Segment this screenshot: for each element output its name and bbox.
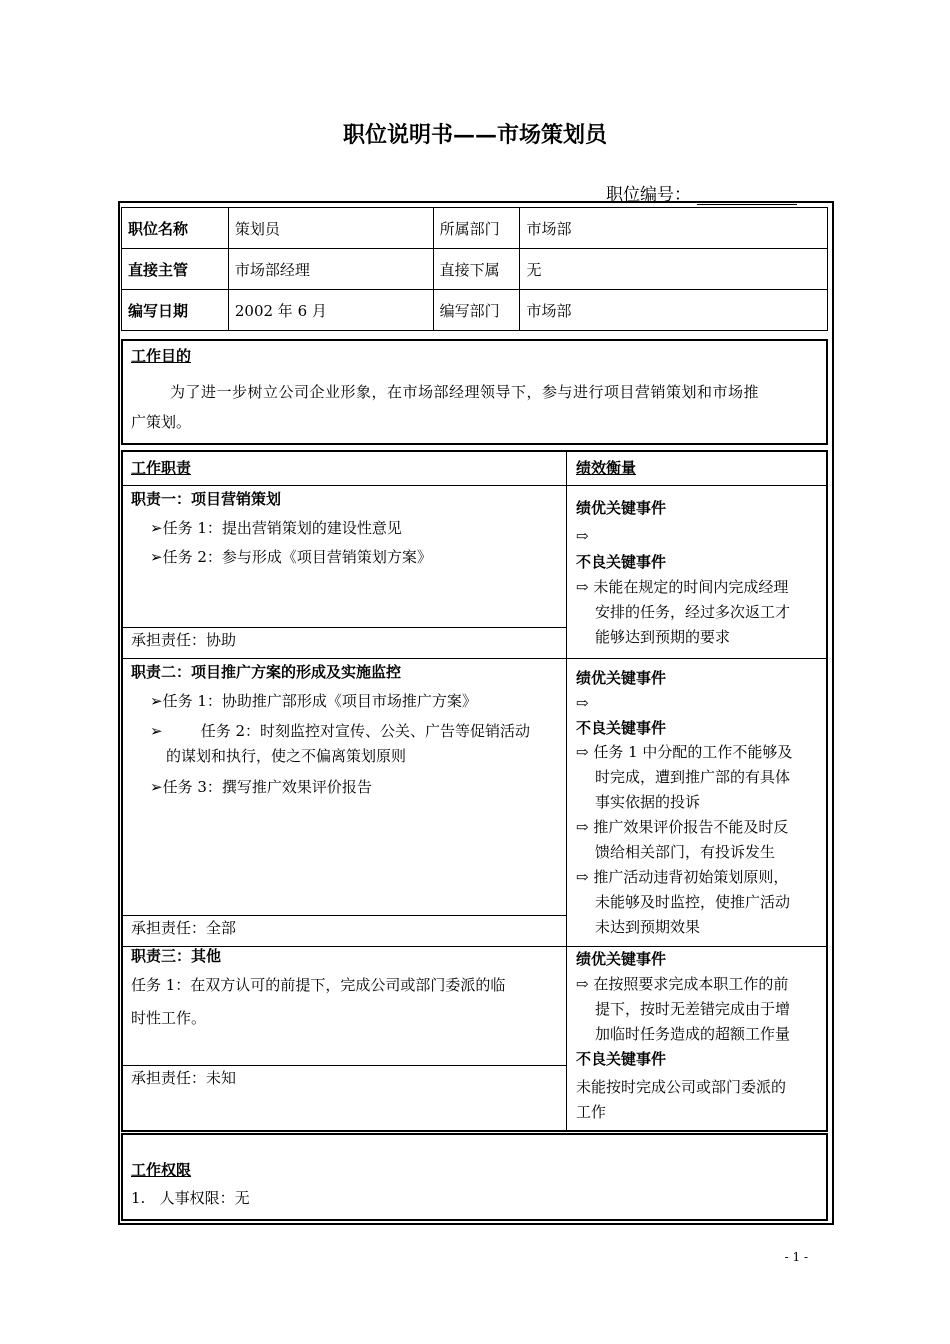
duty2-title: 职责二：项目推广方案的形成及实施监控 (131, 663, 402, 681)
purpose-text-line2: 广策划。 (131, 413, 192, 431)
duty2-task1: ➢任务 1：协助推广部形成《项目市场推广方案》 (150, 692, 477, 710)
duty1-title: 职责一：项目营销策划 (131, 490, 282, 508)
duty2-bad1-line1: ⇨ 任务 1 中分配的工作不能够及 (576, 743, 793, 761)
duty2-task2-line2: 的谋划和执行，使之不偏离策划原则 (166, 747, 407, 765)
duty1-task1: ➢任务 1：提出营销策划的建设性意见 (150, 519, 402, 537)
info-value: 市场部 (520, 208, 828, 249)
info-value: 2002 年 6 月 (228, 290, 433, 331)
duty3-good-line3: 加临时任务造成的超额工作量 (595, 1025, 791, 1043)
duty3-task1-line2: 时性工作。 (131, 1009, 207, 1027)
info-label: 职位名称 (122, 208, 229, 249)
info-row (122, 249, 828, 290)
duty2-task3: ➢任务 3：撰写推广效果评价报告 (150, 778, 372, 796)
header-divider (121, 485, 828, 486)
duty2-bad1-line2: 时完成，遭到推广部的有具体 (595, 768, 791, 786)
duty2-bad3-line3: 未达到预期效果 (595, 918, 701, 936)
duty1-bad-line3: 能够达到预期的要求 (595, 628, 731, 646)
duty3-bad-line2: 工作 (576, 1103, 607, 1121)
duty1-bad-line1: ⇨ 未能在规定的时间内完成经理 (576, 578, 789, 596)
duty3-task1-line1: 任务 1：在双方认可的前提下，完成公司或部门委派的临 (131, 976, 506, 994)
info-label: 编写日期 (122, 290, 229, 331)
duty3-good-line1: ⇨ 在按照要求完成本职工作的前 (576, 975, 789, 993)
duty2-bad2-line1: ⇨ 推广效果评价报告不能及时反 (576, 818, 789, 836)
duty1-bad-line2: 安排的任务，经过多次返工才 (595, 603, 791, 621)
duty2-good-heading: 绩优关键事件 (576, 669, 667, 687)
duty1-bad-heading: 不良关键事件 (576, 553, 667, 571)
info-label: 所属部门 (433, 208, 520, 249)
duty3-title: 职责三：其他 (131, 947, 222, 965)
duty2-bad2-line2: 馈给相关部门，有投诉发生 (595, 843, 776, 861)
duty1-divider (121, 658, 828, 659)
duty2-bad3-line1: ⇨ 推广活动违背初始策划原则， (576, 868, 789, 886)
info-value: 市场部 (520, 290, 828, 331)
duty1-good-heading: 绩优关键事件 (576, 499, 667, 517)
duty3-good-line2: 提下，按时无差错完成由于增 (595, 1000, 791, 1018)
duty3-responsibility: 承担责任：未知 (131, 1069, 237, 1087)
duty2-bad-heading: 不良关键事件 (576, 719, 667, 737)
duty1-task2: ➢任务 2：参与形成《项目营销策划方案》 (150, 548, 432, 566)
duty2-responsibility: 承担责任：全部 (131, 919, 237, 937)
info-label: 直接主管 (122, 249, 229, 290)
duty2-bad1-line3: 事实依据的投诉 (595, 793, 701, 811)
info-label: 直接下属 (433, 249, 520, 290)
purpose-heading: 工作目的 (131, 347, 192, 365)
duty3-bad-heading: 不良关键事件 (576, 1050, 667, 1068)
perf-heading: 绩效衡量 (576, 459, 637, 477)
duty2-bad3-line2: 未能够及时监控，使推广活动 (595, 893, 791, 911)
duty3-bad-line1: 未能按时完成公司或部门委派的 (576, 1078, 787, 1096)
duty1-responsibility: 承担责任：协助 (131, 631, 237, 649)
page-number: - 1 - (784, 1250, 808, 1264)
page-title: 职位说明书——市场策划员 (342, 122, 607, 148)
duties-heading: 工作职责 (131, 459, 192, 477)
purpose-text-line1: 为了进一步树立公司企业形象，在市场部经理领导下，参与进行项目营销策划和市场推 (170, 383, 760, 401)
authority-item1: 1. 人事权限：无 (131, 1189, 250, 1207)
info-table (121, 207, 828, 331)
info-value: 无 (520, 249, 828, 290)
info-value: 市场部经理 (228, 249, 433, 290)
duty2-good-item: ⇨ (576, 694, 589, 712)
duty2-divider (121, 946, 828, 947)
duty3-good-heading: 绩优关键事件 (576, 950, 667, 968)
info-label: 编写部门 (433, 290, 520, 331)
duty2-task2-line1: ➢ 任务 2：时刻监控对宣传、公关、广告等促销活动 (150, 722, 531, 740)
duty1-good-item: ⇨ (576, 527, 589, 545)
info-row (122, 290, 828, 331)
position-number-label: 职位编号： (606, 185, 691, 205)
info-value: 策划员 (228, 208, 433, 249)
info-row (122, 208, 828, 249)
authority-heading: 工作权限 (131, 1161, 192, 1179)
column-divider (566, 450, 567, 1132)
